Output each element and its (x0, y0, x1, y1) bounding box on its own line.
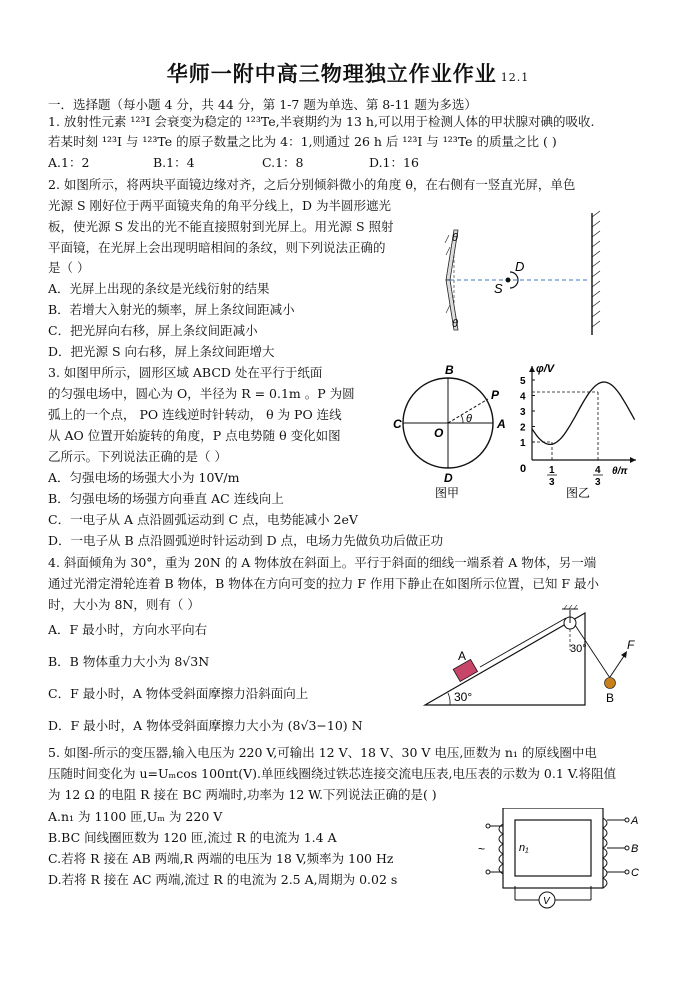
q5-line-2: 压随时间变化为 u=Uₘcos 100πt(V).单匝线圈绕过铁芯连接交流电压表,电压表的示数为 0.1 V.将阻值 (48, 766, 617, 781)
q3-xtick1-den: 3 (549, 477, 555, 488)
q5-line-1: 5. 如图-所示的变压器,输入电压为 220 V,可输出 12 V、18 V、30 V 电压,匝数为 n₁ 的原线圈中电 (48, 745, 597, 760)
q3-graph-xlabel: θ/π (612, 466, 628, 477)
q3-label-a: A (497, 417, 506, 431)
q4-option-d: D．F 最小时，A 物体受斜面摩擦力大小为 (8√3−10) N (48, 718, 363, 733)
q5-label-n1: n₁ (519, 842, 529, 854)
q5-option-d: D.若将 R 接在 AC 两端,流过 R 的电流为 2.5 A,周期为 0.02 s (48, 872, 398, 887)
q3-line-3: 弧上的一个点， PO 连线逆时针转动， θ 为 PO 连线 (48, 407, 342, 422)
q3-circle-figure (393, 363, 513, 503)
q4-line-1: 4. 斜面倾角为 30°，重为 20N 的 A 物体放在斜面上。平行于斜面的细线一端系着 A 物体，另一端 (48, 555, 597, 570)
q2-line-4: 平面镜，在光屏上会出现明暗相间的条纹，则下列说法正确的 (48, 240, 386, 255)
q3-label-o: O (434, 426, 444, 440)
q1-line-1: 1. 放射性元素 ¹²³I 会衰变为稳定的 ¹²³Te,半衰期约为 13 h,可以用于检测人体的甲状腺对碘的吸收. (48, 114, 595, 129)
q3-option-a: A．匀强电场的场强大小为 10V/m (48, 470, 240, 485)
q1-line-2: 若某时刻 ¹²³I 与 ¹²³Te 的原子数量之比为 4：1,则通过 26 h 后 ¹²³I 与 ¹²³Te 的质量之比 ( ) (48, 134, 557, 149)
q3-line-1: 3. 如图甲所示，圆形区域 ABCD 处在平行于纸面 (48, 365, 323, 380)
q5-line-3: 为 12 Ω 的电阻 R 接在 BC 两端时,功率为 12 W.下列说法正确的是( ) (48, 787, 437, 802)
q2-label-s: S (494, 281, 503, 296)
q3-option-b: B．匀强电场的场强方向垂直 AC 连线向上 (48, 491, 284, 506)
q2-option-d: D．把光源 S 向右移，屏上条纹间距增大 (48, 344, 275, 359)
y-tick-label: 1 (520, 438, 526, 449)
q3-label-theta: θ (466, 413, 472, 425)
y-tick-label: 5 (520, 376, 526, 387)
q3-graph-origin: 0 (520, 463, 527, 475)
q1-option-d: D.1：16 (369, 155, 419, 170)
q4-label-a: A (458, 649, 467, 663)
q3-xtick1-num: 1 (549, 465, 555, 476)
q2-theta-bottom: θ (452, 318, 458, 330)
q3-graph-ylabel: φ/V (536, 363, 555, 375)
q5-label-v: V (543, 896, 550, 907)
q1-option-c: C.1：8 (262, 155, 304, 170)
q4-option-a: A．F 最小时，方向水平向右 (48, 622, 208, 637)
q3-caption-a: 图甲 (435, 486, 460, 500)
q3-option-d: D．一电子从 B 点沿圆弧逆时针运动到 D 点，电场力先做负功后做正功 (48, 533, 444, 548)
q4-label-b: B (606, 691, 615, 705)
q4-label-f: F (627, 638, 635, 652)
q2-line-3: 板，使光源 S 发出的光不能直接照射到光屏上。用光源 S 照射 (48, 219, 394, 234)
q2-option-b: B．若增大入射光的频率，屏上条纹间距减小 (48, 302, 295, 317)
q2-line-1: 2. 如图所示，将两块平面镜边缘对齐，之后分别倾斜微小的角度 θ，在右侧有一竖直光屏，单色 (48, 177, 576, 192)
q2-option-c: C．把光屏向右移，屏上条纹间距减小 (48, 323, 258, 338)
q5-ac-symbol: ~ (478, 842, 486, 856)
y-tick-label: 2 (520, 422, 526, 434)
title-suffix: 12.1 (500, 71, 530, 84)
q3-line-2: 的匀强电场中，圆心为 O，半径为 R = 0.1m 。P 为圆 (48, 386, 355, 401)
q3-xtick2-den: 3 (595, 477, 601, 488)
q5-option-b: B.BC 间线圈匝数为 120 匝,流过 R 的电流为 1.4 A (48, 830, 337, 845)
q3-label-d: D (444, 471, 453, 485)
q2-label-d: D (515, 259, 525, 274)
q4-line-2: 通过光滑定滑轮连着 B 物体，B 物体在方向可变的拉力 F 作用下静止在如图所示位置，已知 F 最小 (48, 576, 600, 591)
q5-label-a: A (631, 815, 639, 827)
q4-line-3: 时，大小为 8N，则有（ ） (48, 597, 200, 612)
q3-label-p: P (491, 388, 500, 402)
q5-label-c: C (631, 867, 639, 879)
q3-potential-graph (514, 360, 644, 505)
potential-curve (532, 382, 635, 444)
q4-option-c: C．F 最小时，A 物体受斜面摩擦力沿斜面向上 (48, 686, 309, 701)
q1-option-a: A.1：2 (48, 155, 90, 170)
q2-line-5: 是（ ） (48, 260, 90, 275)
q3-caption-b: 图乙 (566, 486, 591, 500)
y-tick-label: 3 (520, 407, 526, 418)
q3-line-5: 乙所示。下列说法正确的是（ ） (48, 449, 227, 464)
q4-incline-figure (420, 605, 650, 715)
page-title: 华师一附中高三物理独立作业作业 12.1 (166, 61, 530, 86)
light-source-s (506, 278, 511, 283)
q4-option-b: B．B 物体重力大小为 8√3N (48, 654, 210, 669)
q3-xtick2-num: 4 (595, 465, 601, 476)
q2-option-a: A．光屏上出现的条纹是光线衍射的结果 (48, 281, 270, 296)
section-heading: 一．选择题（每小题 4 分，共 44 分，第 1-7 题为单选、第 8-11 题为多选） (48, 97, 477, 112)
q2-theta-top: θ (452, 232, 458, 244)
q4-angle-incline: 30° (454, 690, 473, 704)
q5-transformer-figure (475, 808, 640, 918)
q1-option-b: B.1：4 (153, 155, 195, 170)
q5-label-b: B (631, 843, 639, 855)
q4-angle-string: 30° (570, 643, 587, 655)
y-tick-label: 4 (520, 391, 526, 403)
ball-b (605, 678, 616, 689)
q3-label-b: B (445, 363, 454, 377)
q5-option-a: A.n₁ 为 1100 匝,Uₘ 为 220 V (48, 809, 223, 824)
q2-mirror-figure (440, 205, 615, 340)
q3-label-c: C (393, 417, 402, 431)
q3-option-c: C．一电子从 A 点沿圆弧运动到 C 点，电势能减小 2eV (48, 512, 358, 527)
q3-line-4: 从 AO 位置开始旋转的角度，P 点电势随 θ 变化如图 (48, 428, 341, 443)
q5-option-c: C.若将 R 接在 AB 两端,R 两端的电压为 18 V,频率为 100 Hz (48, 851, 394, 866)
q2-line-2: 光源 S 刚好位于两平面镜夹角的角平分线上，D 为半圆形遮光 (48, 198, 392, 213)
